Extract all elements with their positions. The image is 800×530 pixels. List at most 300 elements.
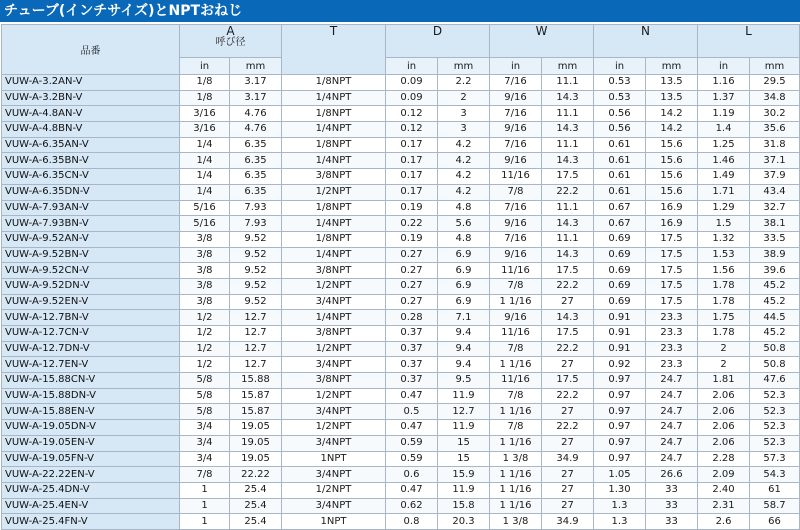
cell-thread-t: 1/8NPT [282, 231, 386, 247]
cell-d-mm: 15.8 [438, 498, 490, 514]
table-row [2, 514, 800, 530]
cell-thread-t: 1/8NPT [282, 200, 386, 216]
cell-d-mm: 9.4 [438, 341, 490, 357]
cell-thread-t: 3/4NPT [282, 435, 386, 451]
cell-l-mm: 52.3 [750, 435, 800, 451]
cell-part-number: VUW-A-12.7DN-V [2, 341, 180, 357]
cell-n-mm: 17.5 [646, 247, 698, 263]
cell-part-number: VUW-A-12.7CN-V [2, 326, 180, 342]
cell-a-in: 3/8 [180, 294, 230, 310]
cell-n-mm: 26.6 [646, 467, 698, 483]
cell-l-mm: 50.8 [750, 357, 800, 373]
table-row [2, 435, 800, 451]
cell-thread-t: 3/8NPT [282, 263, 386, 279]
cell-w-mm: 27 [542, 294, 594, 310]
cell-n-in: 1.3 [594, 514, 646, 530]
cell-w-mm: 27 [542, 498, 594, 514]
cell-l-in: 1.49 [698, 169, 750, 185]
cell-n-in: 0.53 [594, 75, 646, 91]
cell-w-in: 1 1/16 [490, 357, 542, 373]
cell-n-mm: 23.3 [646, 310, 698, 326]
cell-a-in: 5/16 [180, 200, 230, 216]
cell-a-in: 1/4 [180, 137, 230, 153]
cell-d-mm: 6.9 [438, 247, 490, 263]
cell-a-mm: 9.52 [230, 231, 282, 247]
cell-n-in: 0.69 [594, 247, 646, 263]
cell-n-mm: 15.6 [646, 137, 698, 153]
cell-w-mm: 14.3 [542, 153, 594, 169]
cell-thread-t: 1/2NPT [282, 388, 386, 404]
cell-part-number: VUW-A-25.4FN-V [2, 514, 180, 530]
cell-part-number: VUW-A-6.35BN-V [2, 153, 180, 169]
cell-d-mm: 15.9 [438, 467, 490, 483]
cell-l-in: 1.75 [698, 310, 750, 326]
header-unit-mm: mm [750, 58, 800, 75]
cell-w-mm: 22.2 [542, 420, 594, 436]
cell-d-mm: 4.2 [438, 153, 490, 169]
cell-thread-t: 1/8NPT [282, 75, 386, 91]
cell-w-in: 9/16 [490, 153, 542, 169]
cell-a-mm: 15.87 [230, 404, 282, 420]
spec-table [1, 24, 800, 530]
cell-w-mm: 11.1 [542, 200, 594, 216]
cell-part-number: VUW-A-15.88CN-V [2, 373, 180, 389]
table-row [2, 106, 800, 122]
cell-n-in: 0.56 [594, 122, 646, 138]
cell-l-in: 1.32 [698, 231, 750, 247]
cell-a-in: 1/4 [180, 169, 230, 185]
header-unit-mm: mm [230, 58, 282, 75]
header-group-a [180, 25, 282, 58]
cell-l-in: 2.06 [698, 420, 750, 436]
cell-n-mm: 33 [646, 498, 698, 514]
cell-thread-t: 3/4NPT [282, 498, 386, 514]
page-title: チューブ(インチサイズ)とNPTおねじ [0, 0, 800, 22]
cell-d-mm: 4.8 [438, 231, 490, 247]
cell-w-mm: 11.1 [542, 231, 594, 247]
cell-n-mm: 24.7 [646, 404, 698, 420]
cell-a-mm: 22.22 [230, 467, 282, 483]
table-row [2, 200, 800, 216]
cell-d-mm: 6.9 [438, 278, 490, 294]
cell-d-in: 0.59 [386, 435, 438, 451]
cell-a-mm: 12.7 [230, 326, 282, 342]
cell-d-in: 0.5 [386, 404, 438, 420]
cell-d-in: 0.09 [386, 75, 438, 91]
cell-w-mm: 27 [542, 404, 594, 420]
cell-part-number: VUW-A-7.93AN-V [2, 200, 180, 216]
cell-d-mm: 6.9 [438, 294, 490, 310]
header-group-w-letter: W [535, 24, 548, 38]
cell-a-in: 1/2 [180, 310, 230, 326]
table-row [2, 498, 800, 514]
cell-d-in: 0.37 [386, 357, 438, 373]
cell-l-in: 1.71 [698, 184, 750, 200]
cell-n-in: 0.53 [594, 90, 646, 106]
cell-a-in: 1/8 [180, 90, 230, 106]
cell-n-mm: 14.2 [646, 122, 698, 138]
cell-d-mm: 4.2 [438, 184, 490, 200]
table-row [2, 310, 800, 326]
cell-thread-t: 1/4NPT [282, 153, 386, 169]
cell-a-mm: 15.87 [230, 388, 282, 404]
cell-a-in: 1/8 [180, 75, 230, 91]
cell-n-in: 0.91 [594, 341, 646, 357]
cell-thread-t: 1/8NPT [282, 137, 386, 153]
cell-part-number: VUW-A-19.05EN-V [2, 435, 180, 451]
cell-a-in: 3/4 [180, 451, 230, 467]
cell-n-in: 0.67 [594, 200, 646, 216]
cell-a-in: 5/8 [180, 404, 230, 420]
cell-part-number: VUW-A-25.4EN-V [2, 498, 180, 514]
cell-l-mm: 45.2 [750, 326, 800, 342]
cell-d-mm: 3 [438, 122, 490, 138]
cell-l-mm: 52.3 [750, 420, 800, 436]
cell-l-in: 2.06 [698, 435, 750, 451]
cell-n-in: 1.30 [594, 482, 646, 498]
cell-d-in: 0.17 [386, 153, 438, 169]
cell-a-mm: 19.05 [230, 420, 282, 436]
cell-d-mm: 15 [438, 435, 490, 451]
cell-a-in: 5/16 [180, 216, 230, 232]
cell-w-mm: 11.1 [542, 75, 594, 91]
cell-n-in: 1.05 [594, 467, 646, 483]
cell-d-mm: 11.9 [438, 482, 490, 498]
cell-a-mm: 12.7 [230, 341, 282, 357]
cell-w-mm: 22.2 [542, 278, 594, 294]
cell-part-number: VUW-A-12.7EN-V [2, 357, 180, 373]
cell-l-mm: 45.2 [750, 294, 800, 310]
cell-w-in: 11/16 [490, 263, 542, 279]
table-row [2, 373, 800, 389]
cell-a-in: 1 [180, 498, 230, 514]
cell-d-mm: 2 [438, 90, 490, 106]
cell-a-mm: 19.05 [230, 451, 282, 467]
cell-a-in: 5/8 [180, 373, 230, 389]
cell-l-mm: 33.5 [750, 231, 800, 247]
cell-w-mm: 22.2 [542, 341, 594, 357]
table-row [2, 169, 800, 185]
cell-w-in: 7/8 [490, 388, 542, 404]
cell-l-mm: 29.5 [750, 75, 800, 91]
cell-w-in: 11/16 [490, 326, 542, 342]
cell-n-mm: 24.7 [646, 420, 698, 436]
cell-l-mm: 39.6 [750, 263, 800, 279]
cell-d-in: 0.28 [386, 310, 438, 326]
cell-part-number: VUW-A-9.52BN-V [2, 247, 180, 263]
cell-w-in: 1 1/16 [490, 435, 542, 451]
table-row [2, 278, 800, 294]
cell-a-mm: 3.17 [230, 90, 282, 106]
cell-n-in: 0.97 [594, 388, 646, 404]
cell-d-in: 0.27 [386, 263, 438, 279]
cell-thread-t: 3/4NPT [282, 357, 386, 373]
cell-w-mm: 14.3 [542, 310, 594, 326]
cell-d-mm: 20.3 [438, 514, 490, 530]
header-group-a-letter: A [226, 24, 235, 38]
cell-thread-t: 3/4NPT [282, 404, 386, 420]
cell-thread-t: 1/2NPT [282, 278, 386, 294]
table-row [2, 467, 800, 483]
header-unit-in: in [180, 58, 230, 75]
cell-n-in: 0.61 [594, 169, 646, 185]
header-unit-in: in [698, 58, 750, 75]
cell-thread-t: 3/8NPT [282, 169, 386, 185]
cell-w-in: 7/8 [490, 420, 542, 436]
table-row [2, 482, 800, 498]
cell-d-mm: 5.6 [438, 216, 490, 232]
cell-n-mm: 24.7 [646, 435, 698, 451]
cell-n-mm: 17.5 [646, 231, 698, 247]
cell-w-mm: 14.3 [542, 90, 594, 106]
cell-l-in: 2.31 [698, 498, 750, 514]
cell-a-in: 3/4 [180, 420, 230, 436]
cell-d-in: 0.62 [386, 498, 438, 514]
cell-w-mm: 27 [542, 435, 594, 451]
cell-part-number: VUW-A-19.05DN-V [2, 420, 180, 436]
header-group-a-sub: 呼び径 [215, 37, 246, 48]
cell-w-in: 1 1/16 [490, 404, 542, 420]
cell-n-in: 0.92 [594, 357, 646, 373]
cell-n-in: 0.97 [594, 404, 646, 420]
table-row [2, 90, 800, 106]
cell-part-number: VUW-A-9.52AN-V [2, 231, 180, 247]
header-part-number: 品番 [2, 25, 180, 75]
cell-d-in: 0.8 [386, 514, 438, 530]
cell-d-mm: 4.8 [438, 200, 490, 216]
spec-table-body [2, 75, 800, 530]
cell-w-in: 7/16 [490, 137, 542, 153]
cell-thread-t: 1NPT [282, 451, 386, 467]
cell-thread-t: 1/4NPT [282, 216, 386, 232]
cell-a-in: 1/2 [180, 357, 230, 373]
cell-part-number: VUW-A-6.35CN-V [2, 169, 180, 185]
cell-n-mm: 17.5 [646, 278, 698, 294]
header-group-w [490, 25, 594, 58]
cell-l-mm: 30.2 [750, 106, 800, 122]
table-row [2, 153, 800, 169]
cell-thread-t: 1NPT [282, 514, 386, 530]
cell-l-in: 1.78 [698, 294, 750, 310]
cell-part-number: VUW-A-15.88EN-V [2, 404, 180, 420]
cell-n-mm: 16.9 [646, 216, 698, 232]
cell-n-in: 0.61 [594, 184, 646, 200]
header-group-t [282, 25, 386, 75]
cell-part-number: VUW-A-4.8BN-V [2, 122, 180, 138]
cell-w-in: 7/8 [490, 278, 542, 294]
cell-n-in: 0.69 [594, 231, 646, 247]
cell-a-in: 3/16 [180, 122, 230, 138]
cell-part-number: VUW-A-9.52EN-V [2, 294, 180, 310]
cell-n-mm: 17.5 [646, 263, 698, 279]
cell-a-mm: 6.35 [230, 153, 282, 169]
cell-n-mm: 14.2 [646, 106, 698, 122]
cell-a-in: 1 [180, 514, 230, 530]
cell-w-mm: 14.3 [542, 216, 594, 232]
header-group-t-letter: T [329, 24, 338, 38]
cell-w-in: 7/16 [490, 231, 542, 247]
cell-w-in: 7/8 [490, 341, 542, 357]
cell-n-in: 0.97 [594, 451, 646, 467]
cell-d-in: 0.37 [386, 341, 438, 357]
header-group-n-letter: N [641, 24, 650, 38]
cell-n-in: 0.69 [594, 294, 646, 310]
cell-l-in: 1.25 [698, 137, 750, 153]
cell-part-number: VUW-A-6.35DN-V [2, 184, 180, 200]
cell-d-in: 0.12 [386, 106, 438, 122]
cell-l-in: 1.78 [698, 278, 750, 294]
cell-part-number: VUW-A-4.8AN-V [2, 106, 180, 122]
cell-part-number: VUW-A-19.05FN-V [2, 451, 180, 467]
cell-l-mm: 38.9 [750, 247, 800, 263]
cell-a-mm: 12.7 [230, 310, 282, 326]
cell-l-in: 2.06 [698, 404, 750, 420]
cell-d-in: 0.12 [386, 122, 438, 138]
cell-l-in: 1.4 [698, 122, 750, 138]
cell-a-mm: 9.52 [230, 247, 282, 263]
cell-l-in: 2.06 [698, 388, 750, 404]
cell-w-in: 1 1/16 [490, 482, 542, 498]
cell-a-mm: 9.52 [230, 263, 282, 279]
cell-a-mm: 15.88 [230, 373, 282, 389]
cell-part-number: VUW-A-9.52CN-V [2, 263, 180, 279]
cell-a-in: 1/2 [180, 326, 230, 342]
cell-w-in: 1 3/8 [490, 514, 542, 530]
cell-part-number: VUW-A-3.2AN-V [2, 75, 180, 91]
cell-w-mm: 22.2 [542, 388, 594, 404]
cell-d-mm: 15 [438, 451, 490, 467]
cell-thread-t: 3/8NPT [282, 326, 386, 342]
cell-w-in: 7/16 [490, 75, 542, 91]
cell-n-mm: 24.7 [646, 388, 698, 404]
cell-w-in: 9/16 [490, 122, 542, 138]
table-row [2, 263, 800, 279]
cell-d-in: 0.19 [386, 200, 438, 216]
cell-l-mm: 52.3 [750, 404, 800, 420]
cell-a-in: 3/8 [180, 278, 230, 294]
cell-d-mm: 11.9 [438, 420, 490, 436]
cell-d-mm: 11.9 [438, 388, 490, 404]
cell-w-mm: 27 [542, 482, 594, 498]
cell-d-in: 0.27 [386, 278, 438, 294]
cell-a-mm: 3.17 [230, 75, 282, 91]
cell-thread-t: 1/2NPT [282, 184, 386, 200]
cell-part-number: VUW-A-6.35AN-V [2, 137, 180, 153]
cell-w-mm: 14.3 [542, 247, 594, 263]
cell-d-in: 0.19 [386, 231, 438, 247]
cell-n-mm: 23.3 [646, 341, 698, 357]
cell-d-in: 0.59 [386, 451, 438, 467]
cell-a-mm: 25.4 [230, 482, 282, 498]
cell-a-mm: 4.76 [230, 122, 282, 138]
cell-n-mm: 15.6 [646, 184, 698, 200]
cell-thread-t: 1/2NPT [282, 482, 386, 498]
cell-d-in: 0.27 [386, 294, 438, 310]
cell-w-mm: 34.9 [542, 514, 594, 530]
cell-w-in: 7/8 [490, 184, 542, 200]
cell-l-in: 1.16 [698, 75, 750, 91]
cell-l-mm: 32.7 [750, 200, 800, 216]
table-row [2, 216, 800, 232]
cell-a-mm: 4.76 [230, 106, 282, 122]
cell-a-in: 1/4 [180, 184, 230, 200]
cell-w-in: 1 1/16 [490, 294, 542, 310]
cell-d-mm: 4.2 [438, 169, 490, 185]
cell-l-mm: 45.2 [750, 278, 800, 294]
cell-d-mm: 9.4 [438, 357, 490, 373]
header-group-l-letter: L [745, 24, 752, 38]
cell-a-mm: 9.52 [230, 294, 282, 310]
cell-n-in: 0.69 [594, 263, 646, 279]
cell-d-in: 0.17 [386, 169, 438, 185]
cell-d-in: 0.37 [386, 373, 438, 389]
cell-d-mm: 4.2 [438, 137, 490, 153]
header-row-groups [2, 25, 800, 58]
cell-a-mm: 7.93 [230, 200, 282, 216]
cell-l-in: 1.19 [698, 106, 750, 122]
cell-n-mm: 24.7 [646, 451, 698, 467]
cell-n-in: 0.97 [594, 435, 646, 451]
cell-part-number: VUW-A-12.7BN-V [2, 310, 180, 326]
cell-l-mm: 34.8 [750, 90, 800, 106]
cell-n-in: 0.67 [594, 216, 646, 232]
cell-l-in: 2.40 [698, 482, 750, 498]
cell-n-in: 0.97 [594, 373, 646, 389]
table-row [2, 75, 800, 91]
cell-a-in: 3/16 [180, 106, 230, 122]
cell-l-mm: 50.8 [750, 341, 800, 357]
cell-w-in: 1 1/16 [490, 498, 542, 514]
table-row [2, 451, 800, 467]
cell-w-in: 9/16 [490, 247, 542, 263]
cell-w-mm: 17.5 [542, 326, 594, 342]
cell-part-number: VUW-A-3.2BN-V [2, 90, 180, 106]
cell-thread-t: 1/8NPT [282, 106, 386, 122]
cell-w-in: 1 3/8 [490, 451, 542, 467]
cell-n-mm: 15.6 [646, 169, 698, 185]
table-row [2, 294, 800, 310]
cell-l-mm: 37.9 [750, 169, 800, 185]
cell-l-mm: 35.6 [750, 122, 800, 138]
cell-n-mm: 16.9 [646, 200, 698, 216]
cell-a-in: 1 [180, 482, 230, 498]
cell-part-number: VUW-A-25.4DN-V [2, 482, 180, 498]
cell-w-mm: 14.3 [542, 122, 594, 138]
cell-part-number: VUW-A-9.52DN-V [2, 278, 180, 294]
cell-d-in: 0.47 [386, 482, 438, 498]
cell-d-mm: 9.5 [438, 373, 490, 389]
cell-l-mm: 43.4 [750, 184, 800, 200]
cell-thread-t: 3/4NPT [282, 467, 386, 483]
cell-l-in: 1.81 [698, 373, 750, 389]
cell-l-in: 1.53 [698, 247, 750, 263]
cell-a-in: 7/8 [180, 467, 230, 483]
cell-w-in: 9/16 [490, 216, 542, 232]
cell-n-in: 0.97 [594, 420, 646, 436]
cell-d-in: 0.37 [386, 326, 438, 342]
cell-n-mm: 23.3 [646, 357, 698, 373]
cell-thread-t: 1/2NPT [282, 420, 386, 436]
cell-l-mm: 37.1 [750, 153, 800, 169]
cell-a-in: 5/8 [180, 388, 230, 404]
cell-a-in: 3/8 [180, 263, 230, 279]
cell-w-mm: 11.1 [542, 137, 594, 153]
header-group-n [594, 25, 698, 58]
cell-n-in: 1.3 [594, 498, 646, 514]
cell-thread-t: 1/2NPT [282, 341, 386, 357]
table-row [2, 137, 800, 153]
cell-a-in: 3/4 [180, 435, 230, 451]
